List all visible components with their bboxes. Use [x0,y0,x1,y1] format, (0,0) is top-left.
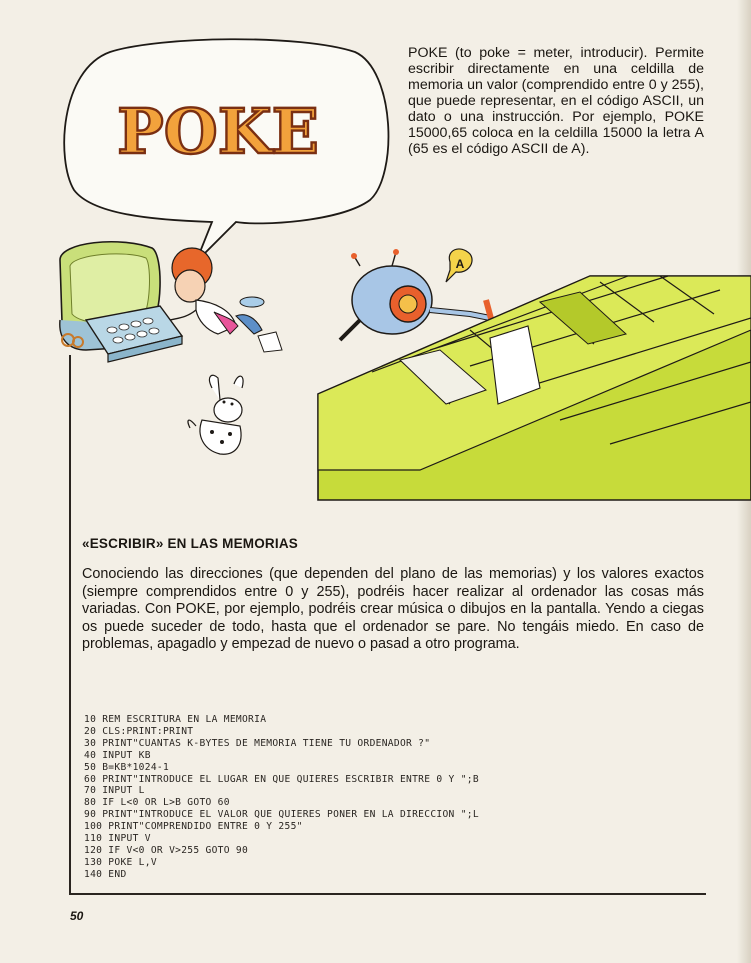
code-line: 10 REM ESCRITURA EN LA MEMORIA [84,714,267,725]
section-paragraph: Conociendo las direcciones (que dependen del plano de las memorias) y los valores exactos (siempre comprendidos entre 0 y 255), podréis hacer realizar al ordenador las cosas más variadas. Con POKE, por ejemplo, podréis crear música o dibujos en la pantalla. Yendo a ciegas os puede suceder de todo, hasta que el ordenador se pare. No tengáis miedo. En caso de problemas, apagadlo y empezad de nuevo o pasad a otro programa. [82,566,704,653]
poke-title: POKE [117,95,319,168]
frame-left-rule [69,355,71,895]
code-line: 50 B=KB*1024-1 [84,761,170,773]
page-number: 50 [70,909,84,923]
basic-program-listing [84,714,479,881]
frame-bottom-rule [69,893,706,895]
code-line: 130 POKE L,V [84,856,157,868]
code-line: 60 PRINT"INTRODUCE EL LUGAR EN QUE QUIERES ESCRIBIR ENTRE 0 Y ";B [84,773,479,785]
code-line: 40 INPUT KB [84,749,151,761]
code-line: 30 PRINT"CUANTAS K-BYTES DE MEMORIA TIENE TU ORDENADOR ?" [84,737,431,749]
speech-bubble [64,39,388,262]
robot-bubble-letter: A [455,257,465,271]
child-figure [170,248,282,352]
code-line: 20 CLS:PRINT:PRINT [84,725,194,737]
code-line: 70 INPUT L [84,785,145,797]
dog-figure [188,375,243,454]
section-heading: «ESCRIBIR» EN LAS MEMORIAS [82,536,298,551]
intro-paragraph: POKE (to poke = meter, introducir). Permite escribir directamente en una celdilla de memoria un valor (comprendido entre 0 y 255), que puede representar, en el código ASCII, un dato o una instrucción. Por ejemplo, POKE 15000,65 coloca en la celdilla 15000 la letra A (65 es el código ASCII de A). [408,45,704,157]
code-line: 120 IF V<0 OR V>255 GOTO 90 [84,844,249,856]
code-line: 140 END [84,868,127,880]
code-line: 80 IF L<0 OR L>B GOTO 60 [84,797,230,809]
code-line: 90 PRINT"INTRODUCE EL VALOR QUE QUIERES PONER EN LA DIRECCION ";L [84,809,479,821]
code-line: 100 PRINT"COMPRENDIDO ENTRE 0 Y 255" [84,821,303,833]
code-line: 110 INPUT V [84,833,151,845]
